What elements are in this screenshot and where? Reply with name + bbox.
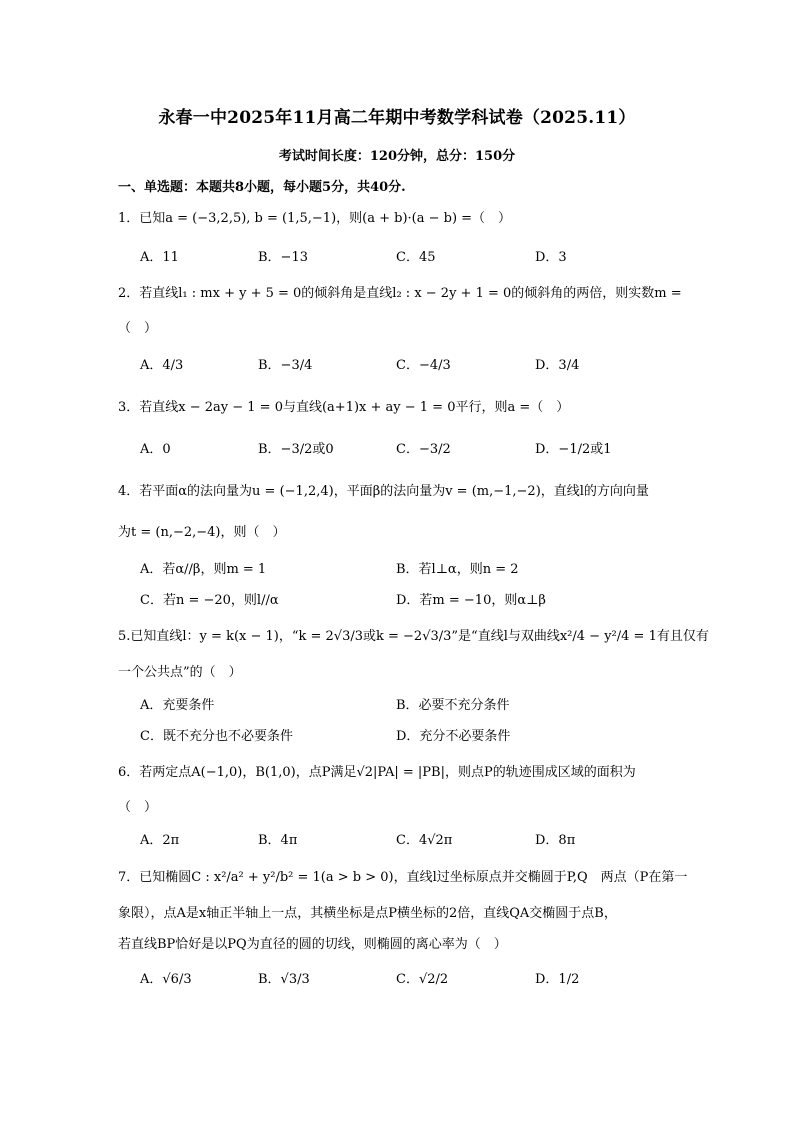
question-1-text: 1．已知a = (−3,2,5), b = (1,5,−1)，则(a + b)·(a − b) =（ ） [118,211,512,226]
question-2-text: 2．若直线l₁ : mx + y + 5 = 0的倾斜角是直线l₂ : x − 2y + 1 = 0的倾斜角的两倍，则实数m = [118,286,682,301]
q3-option-b: B．−3/2或0 [258,442,334,457]
q6-option-c: C．4√2π [396,833,453,848]
q4-option-c: C．若n = −20，则l//α [140,593,279,608]
q7-option-a: A．√6/3 [140,972,192,987]
q3-option-a: A．0 [140,442,171,457]
q4-option-d: D．若m = −10，则α⊥β [396,593,546,608]
question-2-text-cont: （ ） [118,321,158,336]
q2-option-b: B．−3/4 [258,358,313,373]
question-7-text: 7．已知椭圆C : x²/a² + y²/b² = 1(a > b > 0)，直线l过坐标原点并交椭圆于P,Q 两点（P在第一 [118,870,688,885]
question-7-text-cont2: 若直线BP恰好是以PQ为直径的圆的切线，则椭圆的离心率为（ ） [118,937,507,952]
q1-option-d: D．3 [535,250,567,265]
exam-subtitle: 考试时间长度：120分钟，总分：150分 [278,149,516,164]
q5-option-b: B．必要不充分条件 [396,698,510,713]
q4-option-b: B．若l⊥α，则n = 2 [396,562,519,577]
q4-option-a: A．若α//β，则m = 1 [140,562,267,577]
q5-option-a: A．充要条件 [140,698,215,713]
section-heading: 一、单选题：本题共8小题，每小题5分，共40分. [118,180,406,195]
q1-option-c: C．45 [396,250,436,265]
q7-option-b: B．√3/3 [258,972,310,987]
q5-option-d: D．充分不必要条件 [396,729,511,744]
q7-option-d: D．1/2 [535,972,580,987]
exam-title: 永春一中2025年11月高二年期中考数学科试卷（2025.11） [158,108,636,128]
question-7-text-cont1: 象限），点A是x轴正半轴上一点，其横坐标是点P横坐标的2倍，直线QA交椭圆于点B， [118,906,617,921]
q7-option-c: C．√2/2 [396,972,449,987]
question-6-text: 6．若两定点A(−1,0)，B(1,0)，点P满足√2|PA| = |PB|，则点P的轨迹围成区域的面积为 [118,765,636,780]
q3-option-c: C．−3/2 [396,442,451,457]
q1-option-b: B．−13 [258,250,308,265]
q3-option-d: D．−1/2或1 [535,442,612,457]
q6-option-a: A．2π [140,833,180,848]
q2-option-c: C．−4/3 [396,358,451,373]
q1-option-a: A．11 [140,250,179,265]
question-5-text-cont: 一个公共点”的（ ） [118,665,242,680]
question-6-text-cont: （ ） [118,800,158,815]
q2-option-a: A．4/3 [140,358,184,373]
q2-option-d: D．3/4 [535,358,580,373]
q6-option-d: D．8π [535,833,576,848]
question-4-text-cont: 为t = (n,−2,−4)，则（ ） [118,525,286,540]
question-4-text: 4．若平面α的法向量为u = (−1,2,4)，平面β的法向量为v = (m,−1,−2)，直线l的方向向量 [118,484,649,499]
q6-option-b: B．4π [258,833,298,848]
question-3-text: 3．若直线x − 2ay − 1 = 0与直线(a+1)x + ay − 1 = 0平行，则a =（ ） [118,400,570,415]
question-5-text: 5.已知直线l：y = k(x − 1)，“k = 2√3/3或k = −2√3/3”是“直线l与双曲线x²/4 − y²/4 = 1有且仅有 [118,629,709,644]
q5-option-c: C．既不充分也不必要条件 [140,729,293,744]
